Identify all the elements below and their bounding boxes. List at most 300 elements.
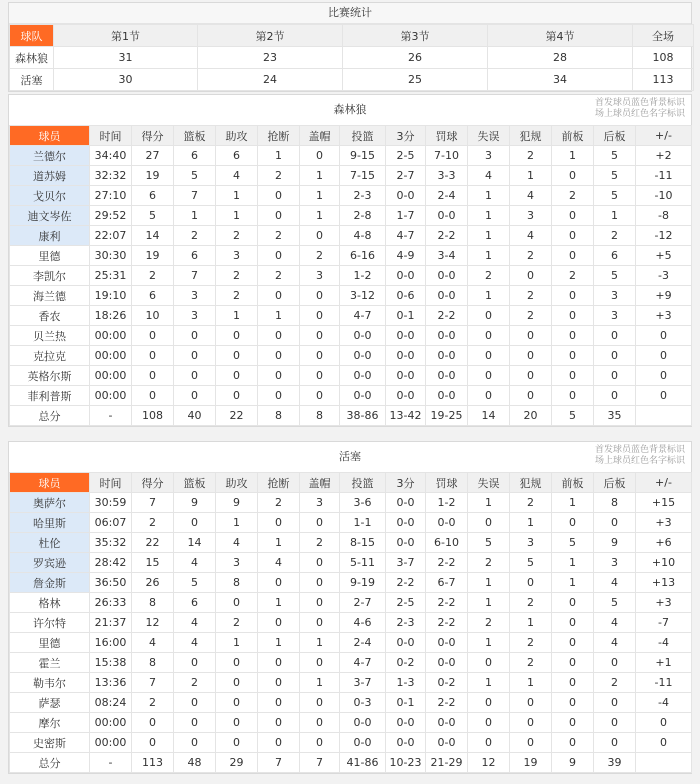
quarter-score-cell: 31: [54, 47, 198, 69]
stat-rebounds: 7: [174, 266, 216, 286]
stat-assists: 0: [216, 386, 258, 406]
stat-fouls: 2: [510, 653, 552, 673]
stat-fouls: 0: [510, 713, 552, 733]
stat-plus-minus: +6: [636, 533, 692, 553]
stat-ft: 3-3: [426, 166, 468, 186]
header-off-reb: 前板: [552, 126, 594, 146]
stat-fg: 2-4: [340, 633, 386, 653]
stat-plus-minus: 0: [636, 326, 692, 346]
stat-points: 6: [132, 186, 174, 206]
player-name[interactable]: 道苏姆: [10, 166, 90, 186]
player-name[interactable]: 菲利普斯: [10, 386, 90, 406]
stat-turnovers: 1: [468, 286, 510, 306]
stat-def-reb: 9: [594, 533, 636, 553]
stat-def-reb: 0: [594, 653, 636, 673]
stat-time: 21:37: [90, 613, 132, 633]
stat-time: 22:07: [90, 226, 132, 246]
stat-threes: 0-0: [386, 186, 426, 206]
stat-off-reb: 0: [552, 713, 594, 733]
stat-points: 6: [132, 286, 174, 306]
player-name[interactable]: 里德: [10, 633, 90, 653]
stat-fg: 7-15: [340, 166, 386, 186]
stat-steals: 0: [258, 613, 300, 633]
player-name[interactable]: 香农: [10, 306, 90, 326]
header-time: 时间: [90, 473, 132, 493]
stat-fouls: 1: [510, 673, 552, 693]
stat-time: 30:30: [90, 246, 132, 266]
stat-fg: 2-3: [340, 186, 386, 206]
stat-ft: 0-2: [426, 673, 468, 693]
stat-fg: 2-8: [340, 206, 386, 226]
stat-fouls: 4: [510, 186, 552, 206]
stat-points: 0: [132, 326, 174, 346]
stat-threes: 0-2: [386, 653, 426, 673]
player-name[interactable]: 萨瑟: [10, 693, 90, 713]
stat-points: 10: [132, 306, 174, 326]
stat-time: 16:00: [90, 633, 132, 653]
stat-steals: 0: [258, 286, 300, 306]
stat-blocks: 1: [300, 633, 340, 653]
player-name[interactable]: 勒韦尔: [10, 673, 90, 693]
stat-threes: 0-0: [386, 266, 426, 286]
player-row: [10, 613, 692, 633]
stat-plus-minus: 0: [636, 366, 692, 386]
stat-def-reb: 0: [594, 346, 636, 366]
stat-def-reb: 6: [594, 246, 636, 266]
stat-def-reb: 5: [594, 593, 636, 613]
player-name[interactable]: 克拉克: [10, 346, 90, 366]
player-name[interactable]: 康利: [10, 226, 90, 246]
summary-title: 比赛统计: [9, 3, 691, 24]
header-fouls: 犯规: [510, 473, 552, 493]
stat-fouls: 4: [510, 226, 552, 246]
stat-ft: 1-2: [426, 493, 468, 513]
stat-def-reb: 0: [594, 386, 636, 406]
stat-blocks: 0: [300, 306, 340, 326]
totals-row: [10, 753, 692, 773]
summary-header-team: 球队: [10, 25, 54, 47]
stat-rebounds: 2: [174, 226, 216, 246]
total-off-reb: 5: [552, 406, 594, 426]
stat-assists: 2: [216, 266, 258, 286]
stat-steals: 2: [258, 493, 300, 513]
player-name[interactable]: 海兰德: [10, 286, 90, 306]
player-name[interactable]: 史密斯: [10, 733, 90, 753]
stat-off-reb: 0: [552, 633, 594, 653]
stat-off-reb: 0: [552, 673, 594, 693]
stat-turnovers: 0: [468, 733, 510, 753]
player-row: [10, 166, 692, 186]
player-name[interactable]: 罗宾逊: [10, 553, 90, 573]
stat-off-reb: 0: [552, 246, 594, 266]
stat-points: 19: [132, 246, 174, 266]
stat-ft: 0-0: [426, 713, 468, 733]
header-assists: 助攻: [216, 126, 258, 146]
stat-fouls: 1: [510, 513, 552, 533]
stat-blocks: 0: [300, 553, 340, 573]
player-row: [10, 326, 692, 346]
stat-steals: 1: [258, 633, 300, 653]
stat-turnovers: 0: [468, 513, 510, 533]
stat-steals: 1: [258, 593, 300, 613]
stat-off-reb: 2: [552, 266, 594, 286]
header-threes: 3分: [386, 473, 426, 493]
total-fouls: 20: [510, 406, 552, 426]
player-row: [10, 306, 692, 326]
stat-def-reb: 4: [594, 613, 636, 633]
stat-off-reb: 0: [552, 653, 594, 673]
player-row: [10, 186, 692, 206]
header-points: 得分: [132, 126, 174, 146]
stat-threes: 2-5: [386, 593, 426, 613]
stat-fg: 8-15: [340, 533, 386, 553]
player-row: [10, 673, 692, 693]
stat-steals: 0: [258, 713, 300, 733]
stat-plus-minus: +5: [636, 246, 692, 266]
stat-turnovers: 1: [468, 246, 510, 266]
stat-threes: 0-0: [386, 386, 426, 406]
player-row: [10, 693, 692, 713]
stat-time: 19:10: [90, 286, 132, 306]
total-fg: 41-86: [340, 753, 386, 773]
stat-rebounds: 5: [174, 166, 216, 186]
stat-fg: 4-6: [340, 613, 386, 633]
stat-steals: 2: [258, 226, 300, 246]
stat-fouls: 2: [510, 286, 552, 306]
stat-assists: 9: [216, 493, 258, 513]
stat-rebounds: 9: [174, 493, 216, 513]
stat-def-reb: 4: [594, 573, 636, 593]
player-row: [10, 553, 692, 573]
player-name[interactable]: 许尔特: [10, 613, 90, 633]
stat-assists: 3: [216, 553, 258, 573]
stat-turnovers: 0: [468, 346, 510, 366]
player-name[interactable]: 贝兰热: [10, 326, 90, 346]
stat-fouls: 5: [510, 553, 552, 573]
stat-ft: 0-0: [426, 266, 468, 286]
player-name[interactable]: 格林: [10, 593, 90, 613]
stat-threes: 2-7: [386, 166, 426, 186]
stat-ft: 2-2: [426, 553, 468, 573]
stat-assists: 4: [216, 533, 258, 553]
summary-row: [10, 69, 694, 91]
stat-threes: 2-2: [386, 573, 426, 593]
stat-rebounds: 0: [174, 653, 216, 673]
stat-off-reb: 0: [552, 306, 594, 326]
stat-fg: 3-6: [340, 493, 386, 513]
stat-plus-minus: -11: [636, 673, 692, 693]
stat-fg: 0-3: [340, 693, 386, 713]
stat-blocks: 1: [300, 206, 340, 226]
stat-rebounds: 6: [174, 146, 216, 166]
summary-header-row: [10, 25, 694, 47]
stat-assists: 0: [216, 673, 258, 693]
player-name[interactable]: 哈里斯: [10, 513, 90, 533]
stat-blocks: 0: [300, 366, 340, 386]
player-name[interactable]: 奥萨尔: [10, 493, 90, 513]
stat-plus-minus: 0: [636, 386, 692, 406]
player-row: [10, 246, 692, 266]
stat-plus-minus: -3: [636, 266, 692, 286]
stat-assists: 0: [216, 366, 258, 386]
stat-fouls: 0: [510, 366, 552, 386]
stat-blocks: 1: [300, 673, 340, 693]
stat-points: 14: [132, 226, 174, 246]
stat-assists: 1: [216, 206, 258, 226]
stat-def-reb: 0: [594, 713, 636, 733]
stat-steals: 0: [258, 653, 300, 673]
stat-time: 34:40: [90, 146, 132, 166]
stat-turnovers: 0: [468, 366, 510, 386]
stat-points: 8: [132, 653, 174, 673]
stat-assists: 6: [216, 146, 258, 166]
stat-off-reb: 1: [552, 573, 594, 593]
total-plus-minus: [636, 406, 692, 426]
stat-def-reb: 0: [594, 733, 636, 753]
stat-plus-minus: +9: [636, 286, 692, 306]
stat-blocks: 0: [300, 713, 340, 733]
stat-points: 19: [132, 166, 174, 186]
stat-rebounds: 5: [174, 573, 216, 593]
stat-steals: 0: [258, 326, 300, 346]
player-row: [10, 513, 692, 533]
header-player: 球员: [10, 126, 90, 146]
stat-plus-minus: +10: [636, 553, 692, 573]
player-name[interactable]: 李凯尔: [10, 266, 90, 286]
quarter-score-cell: 30: [54, 69, 198, 91]
total-plus-minus: [636, 753, 692, 773]
stat-points: 4: [132, 633, 174, 653]
total-fouls: 19: [510, 753, 552, 773]
stat-threes: 0-0: [386, 493, 426, 513]
stat-time: 25:31: [90, 266, 132, 286]
player-row: [10, 386, 692, 406]
stat-ft: 2-2: [426, 306, 468, 326]
stat-time: 18:26: [90, 306, 132, 326]
stat-off-reb: 0: [552, 166, 594, 186]
stat-rebounds: 0: [174, 713, 216, 733]
player-name[interactable]: 戈贝尔: [10, 186, 90, 206]
total-points: 113: [132, 753, 174, 773]
stat-blocks: 2: [300, 246, 340, 266]
player-row: [10, 733, 692, 753]
stat-ft: 0-0: [426, 206, 468, 226]
header-off-reb: 前板: [552, 473, 594, 493]
stat-time: 08:24: [90, 693, 132, 713]
player-row: [10, 346, 692, 366]
stat-blocks: 3: [300, 266, 340, 286]
stat-plus-minus: -4: [636, 633, 692, 653]
stat-threes: 0-0: [386, 633, 426, 653]
stat-fouls: 3: [510, 533, 552, 553]
header-time: 时间: [90, 126, 132, 146]
header-fg: 投篮: [340, 473, 386, 493]
stat-fouls: 2: [510, 593, 552, 613]
stat-fouls: 0: [510, 326, 552, 346]
header-def-reb: 后板: [594, 126, 636, 146]
stat-off-reb: 0: [552, 513, 594, 533]
stat-rebounds: 6: [174, 246, 216, 266]
stat-assists: 2: [216, 286, 258, 306]
quarter-score-cell: 28: [488, 47, 633, 69]
quarter-score-cell: 24: [198, 69, 343, 91]
player-row: [10, 366, 692, 386]
stat-turnovers: 1: [468, 573, 510, 593]
stat-steals: 0: [258, 386, 300, 406]
player-row: [10, 146, 692, 166]
stat-threes: 4-9: [386, 246, 426, 266]
stat-def-reb: 3: [594, 306, 636, 326]
player-name[interactable]: 兰德尔: [10, 146, 90, 166]
stat-assists: 3: [216, 246, 258, 266]
stat-turnovers: 5: [468, 533, 510, 553]
stat-def-reb: 0: [594, 366, 636, 386]
stat-plus-minus: -4: [636, 693, 692, 713]
stat-off-reb: 0: [552, 693, 594, 713]
stat-assists: 0: [216, 693, 258, 713]
total-steals: 7: [258, 753, 300, 773]
stat-points: 22: [132, 533, 174, 553]
stat-ft: 7-10: [426, 146, 468, 166]
stat-turnovers: 1: [468, 226, 510, 246]
stat-blocks: 0: [300, 286, 340, 306]
player-row: [10, 713, 692, 733]
stat-points: 7: [132, 493, 174, 513]
player-name[interactable]: 里德: [10, 246, 90, 266]
stat-steals: 0: [258, 246, 300, 266]
stat-steals: 0: [258, 573, 300, 593]
stat-steals: 0: [258, 733, 300, 753]
stat-threes: 4-7: [386, 226, 426, 246]
player-name[interactable]: 詹金斯: [10, 573, 90, 593]
stat-ft: 0-0: [426, 346, 468, 366]
total-blocks: 8: [300, 406, 340, 426]
stat-assists: 0: [216, 593, 258, 613]
stat-ft: 0-0: [426, 326, 468, 346]
stat-points: 12: [132, 613, 174, 633]
legend-oncourt-text: 场上球员红色名字标识: [594, 109, 685, 119]
stat-def-reb: 5: [594, 266, 636, 286]
stat-rebounds: 3: [174, 286, 216, 306]
stat-fouls: 0: [510, 266, 552, 286]
player-row: [10, 206, 692, 226]
stat-rebounds: 2: [174, 673, 216, 693]
summary-header-q3: 第3节: [343, 25, 488, 47]
stat-rebounds: 4: [174, 553, 216, 573]
stat-points: 2: [132, 513, 174, 533]
legend-starter-text: 首发球员蓝色背景标识: [594, 98, 685, 108]
stat-steals: 0: [258, 513, 300, 533]
stat-def-reb: 2: [594, 673, 636, 693]
stat-off-reb: 0: [552, 326, 594, 346]
stat-turnovers: 0: [468, 326, 510, 346]
stat-turnovers: 1: [468, 206, 510, 226]
player-name[interactable]: 摩尔: [10, 713, 90, 733]
player-row: [10, 226, 692, 246]
stat-plus-minus: +2: [636, 146, 692, 166]
stat-threes: 0-0: [386, 366, 426, 386]
stat-time: 32:32: [90, 166, 132, 186]
stat-fg: 1-2: [340, 266, 386, 286]
total-threes: 10-23: [386, 753, 426, 773]
stat-fouls: 0: [510, 386, 552, 406]
stat-off-reb: 0: [552, 346, 594, 366]
stat-points: 7: [132, 673, 174, 693]
stat-assists: 0: [216, 653, 258, 673]
stat-turnovers: 1: [468, 633, 510, 653]
total-fg: 38-86: [340, 406, 386, 426]
player-name[interactable]: 迪文岑佐: [10, 206, 90, 226]
stat-rebounds: 6: [174, 593, 216, 613]
stat-off-reb: 0: [552, 366, 594, 386]
stat-threes: 0-0: [386, 326, 426, 346]
summary-header-total: 全场: [633, 25, 694, 47]
stat-rebounds: 7: [174, 186, 216, 206]
total-blocks: 7: [300, 753, 340, 773]
header-assists: 助攻: [216, 473, 258, 493]
stat-steals: 0: [258, 206, 300, 226]
stat-def-reb: 1: [594, 206, 636, 226]
stat-fouls: 1: [510, 166, 552, 186]
stat-turnovers: 0: [468, 713, 510, 733]
header-ft: 罚球: [426, 473, 468, 493]
stat-points: 27: [132, 146, 174, 166]
stat-assists: 2: [216, 226, 258, 246]
stat-def-reb: 8: [594, 493, 636, 513]
stat-off-reb: 0: [552, 733, 594, 753]
stat-turnovers: 3: [468, 146, 510, 166]
game-summary-panel: [8, 2, 692, 92]
header-turnovers: 失误: [468, 126, 510, 146]
player-name[interactable]: 英格尔斯: [10, 366, 90, 386]
stat-def-reb: 4: [594, 633, 636, 653]
stat-blocks: 0: [300, 226, 340, 246]
stat-assists: 0: [216, 733, 258, 753]
header-fouls: 犯规: [510, 126, 552, 146]
stat-fg: 6-16: [340, 246, 386, 266]
total-assists: 22: [216, 406, 258, 426]
stat-steals: 2: [258, 266, 300, 286]
header-ft: 罚球: [426, 126, 468, 146]
total-steals: 8: [258, 406, 300, 426]
stat-assists: 1: [216, 306, 258, 326]
stat-fouls: 2: [510, 633, 552, 653]
legend-starter-text: 首发球员蓝色背景标识: [594, 445, 685, 455]
quarter-score-cell: 108: [633, 47, 694, 69]
stat-off-reb: 0: [552, 286, 594, 306]
team-title: [9, 442, 691, 472]
stat-steals: 0: [258, 693, 300, 713]
stat-fg: 0-0: [340, 386, 386, 406]
player-name[interactable]: 霍兰: [10, 653, 90, 673]
stat-def-reb: 3: [594, 553, 636, 573]
stat-off-reb: 0: [552, 386, 594, 406]
stat-fouls: 0: [510, 573, 552, 593]
stat-plus-minus: +1: [636, 653, 692, 673]
stat-rebounds: 3: [174, 306, 216, 326]
stat-turnovers: 2: [468, 613, 510, 633]
stat-ft: 3-4: [426, 246, 468, 266]
player-name[interactable]: 杜伦: [10, 533, 90, 553]
stat-ft: 0-0: [426, 286, 468, 306]
stat-steals: 1: [258, 533, 300, 553]
stat-threes: 0-1: [386, 306, 426, 326]
stat-blocks: 0: [300, 386, 340, 406]
team-name-cell: 活塞: [10, 69, 54, 91]
stat-fg: 3-7: [340, 673, 386, 693]
stat-ft: 2-2: [426, 593, 468, 613]
stat-threes: 0-0: [386, 713, 426, 733]
